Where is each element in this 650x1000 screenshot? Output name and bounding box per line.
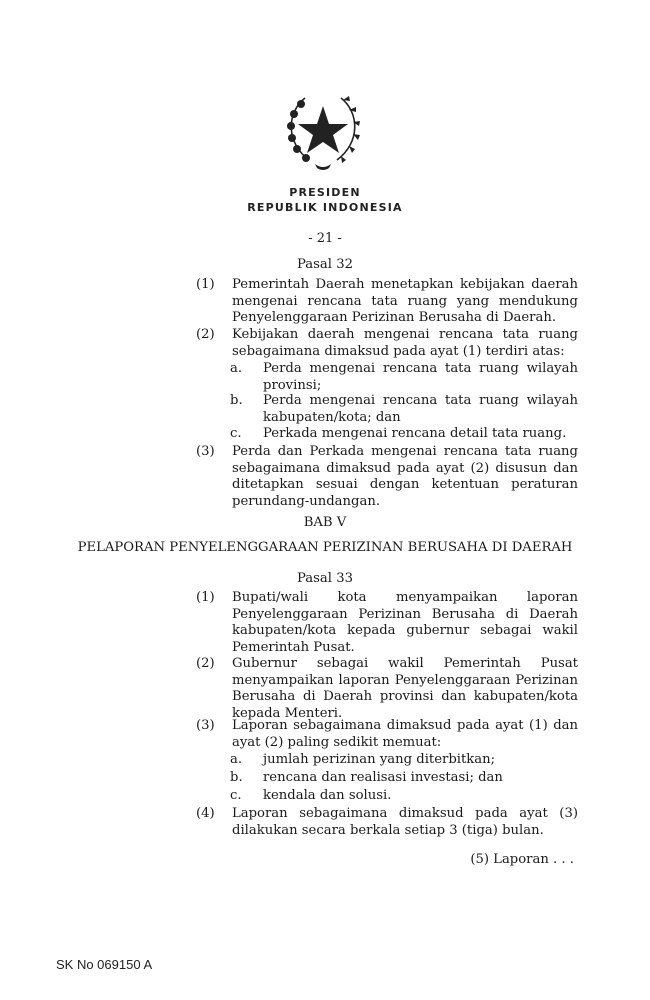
clause bbox=[196, 277, 578, 327]
clause-text: Pemerintah Daerah menetapkan kebijakan daerah mengenai rencana tata ruang yang mendukung Penyelenggaraan Perizinan Berusaha di Daerah. bbox=[232, 277, 578, 326]
header-republic: REPUBLIK INDONESIA bbox=[247, 201, 403, 214]
item-text: kendala dan solusi. bbox=[263, 788, 392, 803]
clause bbox=[196, 327, 578, 360]
item-text: rencana dan realisasi investasi; dan bbox=[263, 770, 503, 785]
clause-text: Perda dan Perkada mengenai rencana tata ruang sebagaimana dimaksud pada ayat (2) disusun dan ditetapkan sesuai dengan ketentuan peraturan perundang-undangan. bbox=[232, 444, 578, 509]
clause-number: (3) bbox=[196, 444, 215, 459]
clause-text: Kebijakan daerah mengenai rencana tata ruang sebagaimana dimaksud pada ayat (1) terdiri atas: bbox=[232, 327, 578, 359]
clause-number: (3) bbox=[196, 718, 215, 733]
clause bbox=[196, 590, 578, 656]
bab-subtitle: PELAPORAN PENYELENGGARAAN PERIZINAN BERUSAHA DI DAERAH bbox=[77, 540, 573, 555]
item-letter: c. bbox=[230, 426, 242, 441]
item-text: Perda mengenai rencana tata ruang wilayah provinsi; bbox=[263, 361, 578, 393]
item-letter: b. bbox=[230, 770, 243, 785]
item-text: Perda mengenai rencana tata ruang wilayah kabupaten/kota; dan bbox=[263, 393, 578, 425]
clause-number: (2) bbox=[196, 327, 215, 342]
clause-number: (4) bbox=[196, 806, 215, 821]
bab-title: BAB V bbox=[303, 515, 347, 530]
clause bbox=[196, 444, 578, 510]
list-item bbox=[230, 426, 578, 443]
continuation-marker: (5) Laporan . . . bbox=[470, 852, 574, 867]
list-item bbox=[230, 788, 578, 805]
header-president: PRESIDEN bbox=[289, 186, 361, 199]
clause-text: Bupati/wali kota menyampaikan laporan Penyelenggaraan Perizinan Berusaha di Daerah kabupaten/kota kepada gubernur sebagai wakil Pemerintah Pusat. bbox=[232, 590, 578, 655]
clause-text: Gubernur sebagai wakil Pemerintah Pusat menyampaikan laporan Penyelenggaraan Perizinan Berusaha di Daerah provinsi dan kabupaten/kota kepada Menteri. bbox=[232, 656, 578, 721]
clause-number: (1) bbox=[196, 590, 215, 605]
item-letter: a. bbox=[230, 361, 243, 376]
item-letter: c. bbox=[230, 788, 242, 803]
list-item bbox=[230, 752, 578, 769]
clause bbox=[196, 718, 578, 751]
list-item bbox=[230, 393, 578, 426]
page-number: - 21 - bbox=[308, 231, 342, 246]
pasal-33-title: Pasal 33 bbox=[297, 571, 353, 586]
clause-text: Laporan sebagaimana dimaksud pada ayat (1) dan ayat (2) paling sedikit memuat: bbox=[232, 718, 578, 750]
clause-text: Laporan sebagaimana dimaksud pada ayat (3) dilakukan secara berkala setiap 3 (tiga) bulan. bbox=[232, 806, 578, 838]
footer-sk-number: SK No 069150 A bbox=[56, 957, 153, 972]
pasal-32-title: Pasal 32 bbox=[297, 257, 353, 272]
list-item bbox=[230, 770, 578, 787]
clause-number: (1) bbox=[196, 277, 215, 292]
item-letter: a. bbox=[230, 752, 243, 767]
item-text: Perkada mengenai rencana detail tata ruang. bbox=[263, 426, 567, 441]
item-text: jumlah perizinan yang diterbitkan; bbox=[263, 752, 496, 767]
presidential-emblem-icon bbox=[275, 86, 371, 172]
clause-number: (2) bbox=[196, 656, 215, 671]
clause bbox=[196, 656, 578, 722]
item-letter: b. bbox=[230, 393, 243, 408]
list-item bbox=[230, 361, 578, 394]
clause bbox=[196, 806, 578, 839]
